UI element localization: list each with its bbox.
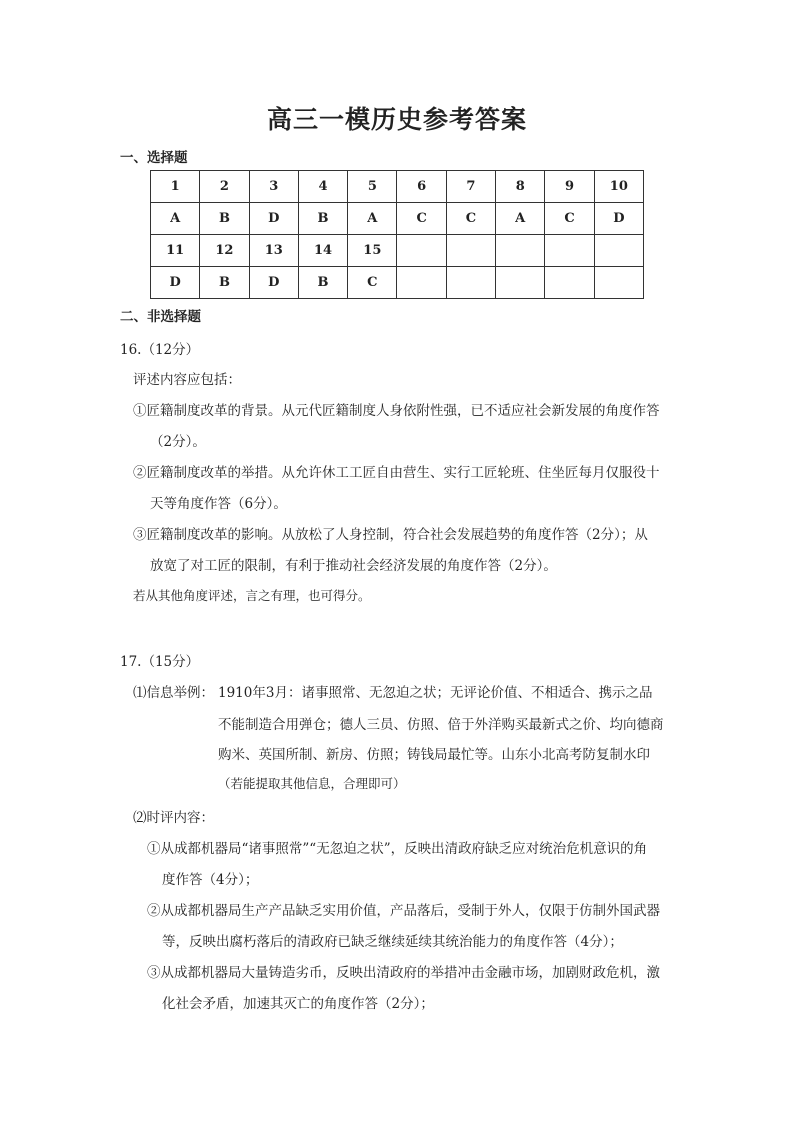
answer-table-cell: 7 <box>446 171 495 203</box>
answer-table-cell <box>397 267 446 299</box>
answer-table-cell: 6 <box>397 171 446 203</box>
answer-table-cell: 15 <box>348 235 397 267</box>
answer-table-cell: 5 <box>348 171 397 203</box>
answer-table-cell: A <box>348 203 397 235</box>
answer-table-cell: B <box>298 203 347 235</box>
answer-table-cell: A <box>496 203 545 235</box>
answer-table-cell: 8 <box>496 171 545 203</box>
q17-part2-line: ②从成都机器局生产产品缺乏实用价值，产品落后，受制于外人，仅限于仿制外国武器 <box>147 903 660 919</box>
answer-table-cell <box>496 267 545 299</box>
q17-part2-line: ③从成都机器局大量铸造劣币，反映出清政府的举措冲击金融市场，加剧财政危机，激 <box>147 965 660 981</box>
answer-table-cell: 9 <box>545 171 594 203</box>
answer-table-row <box>151 171 644 203</box>
answer-table-cell: C <box>397 203 446 235</box>
answer-table-cell <box>397 235 446 267</box>
answer-table-cell <box>594 235 643 267</box>
q17-part1-label: ⑴信息举例： <box>133 685 214 701</box>
answer-table-cell <box>545 267 594 299</box>
q16-line: 天等角度作答（6分）。 <box>150 496 287 512</box>
answer-table-cell: 2 <box>200 171 249 203</box>
q17-part2-line: 化社会矛盾，加速其灭亡的角度作答（2分）； <box>162 996 434 1012</box>
q16-line: ②匠籍制度改革的举措。从允许休工工匠自由营生、实行工匠轮班、住坐匠每月仅服役十 <box>133 465 660 481</box>
q17-part1-note: （若能提取其他信息，合理即可） <box>218 776 406 791</box>
answer-table-cell: 13 <box>249 235 298 267</box>
section-choice-title: 一、选择题 <box>120 150 188 166</box>
q17-part1-line: 不能制造合用弹仓；德人三员、仿照、倍于外洋购买最新式之价、均向德商 <box>218 717 664 733</box>
answer-table-cell: D <box>594 203 643 235</box>
section-nonchoice-title: 二、非选择题 <box>120 309 201 325</box>
answer-table-cell: B <box>200 267 249 299</box>
q16-line: （2分）。 <box>150 434 206 450</box>
answer-table-cell <box>446 267 495 299</box>
answer-table-cell: 12 <box>200 235 249 267</box>
q17-header: 17.（15分） <box>120 654 200 670</box>
answer-table-cell <box>594 267 643 299</box>
answer-table-cell: D <box>151 267 200 299</box>
answer-table-cell: D <box>249 203 298 235</box>
answer-table-row <box>151 235 644 267</box>
page-title: 高三一模历史参考答案 <box>266 105 527 134</box>
answer-table-cell: 1 <box>151 171 200 203</box>
q16-line: 放宽了对工匠的限制，有利于推动社会经济发展的角度作答（2分）。 <box>150 558 557 574</box>
q17-part2-label: ⑵时评内容： <box>133 810 214 826</box>
answer-table-cell <box>446 235 495 267</box>
answer-table-cell: A <box>151 203 200 235</box>
answer-table-cell: C <box>348 267 397 299</box>
q16-header: 16.（12分） <box>120 342 200 358</box>
answer-table-cell: 4 <box>298 171 347 203</box>
q17-part1-line: 购米、英国所制、新房、仿照；铸钱局最忙等。山东小北高考防复制水印 <box>218 747 650 763</box>
q16-note: 若从其他角度评述，言之有理，也可得分。 <box>133 588 371 603</box>
q17-part1-line: 1910年3月：诸事照常、无忽迫之状；无评论价值、不相适合、携示之品 <box>218 685 653 701</box>
q17-part2-line: ①从成都机器局“诸事照常”“无忽迫之状”，反映出清政府缺乏应对统治危机意识的角 <box>147 841 648 857</box>
q16-line: ③匠籍制度改革的影响。从放松了人身控制，符合社会发展趋势的角度作答（2分）；从 <box>133 527 648 543</box>
answer-table-cell: 14 <box>298 235 347 267</box>
answer-table-cell: 3 <box>249 171 298 203</box>
answer-table-row <box>151 203 644 235</box>
q16-intro: 评述内容应包括： <box>133 372 241 388</box>
answer-table-cell <box>545 235 594 267</box>
answer-table-cell: 10 <box>594 171 643 203</box>
q17-part2-line: 等，反映出腐朽落后的清政府已缺乏继续延续其统治能力的角度作答（4分）； <box>162 934 623 950</box>
answer-table-cell: C <box>545 203 594 235</box>
answer-table-cell: 11 <box>151 235 200 267</box>
answer-table <box>150 170 644 299</box>
answer-table-cell: D <box>249 267 298 299</box>
answer-table-row <box>151 267 644 299</box>
q16-line: ①匠籍制度改革的背景。从元代匠籍制度人身依附性强，已不适应社会新发展的角度作答 <box>133 403 660 419</box>
answer-table-cell: B <box>200 203 249 235</box>
answer-table-cell: B <box>298 267 347 299</box>
q17-part2-line: 度作答（4分）； <box>162 872 259 888</box>
answer-table-cell <box>496 235 545 267</box>
answer-table-cell: C <box>446 203 495 235</box>
